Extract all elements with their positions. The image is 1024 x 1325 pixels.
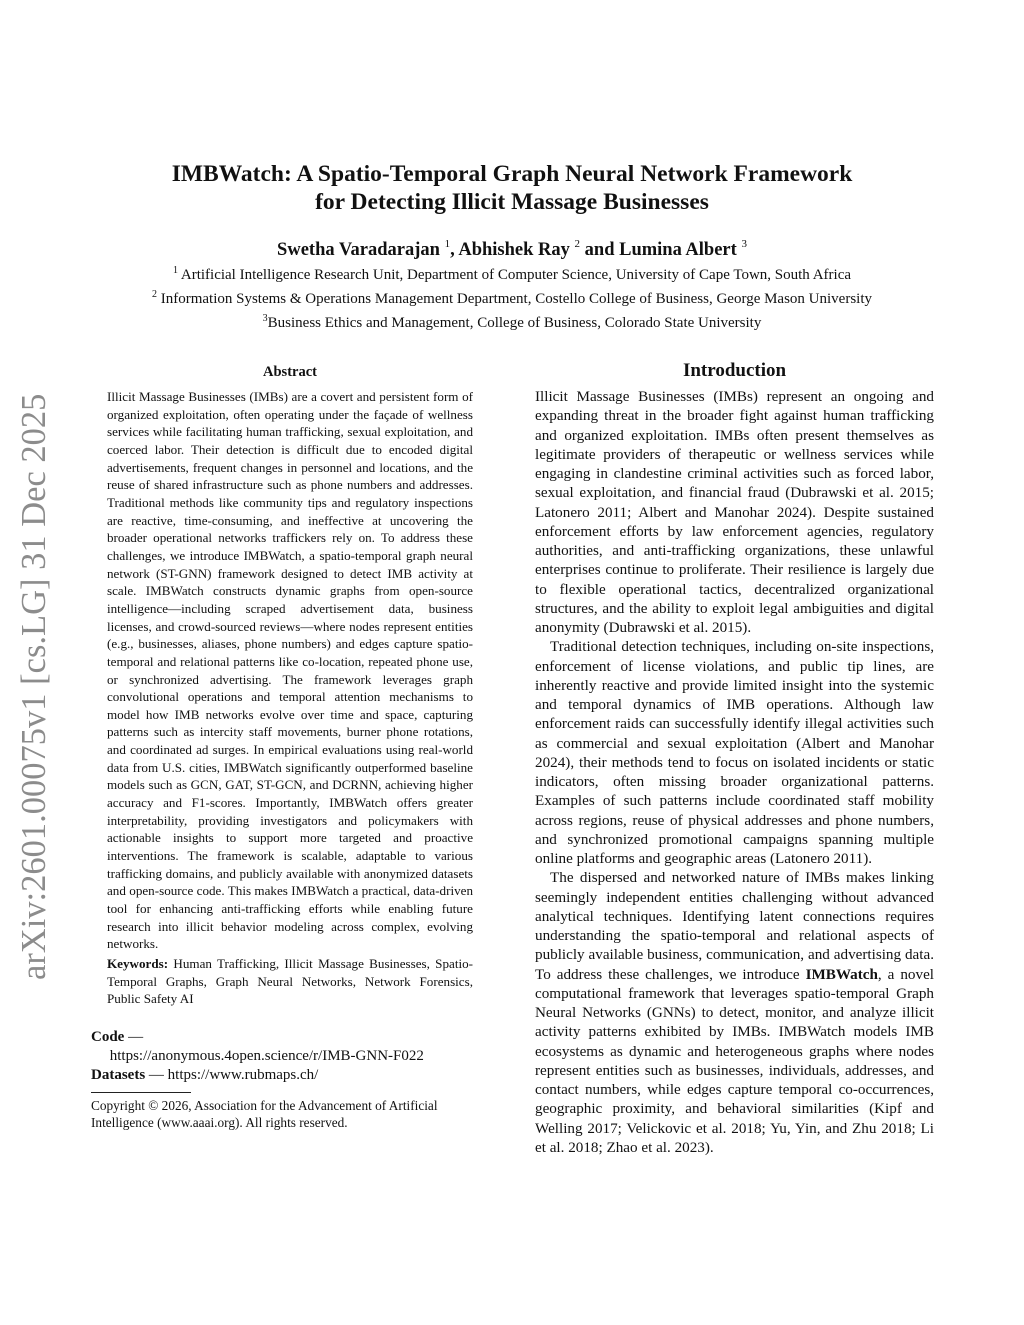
keywords-text: Human Trafficking, Illicit Massage Businesses, Spatio-Temporal Graphs, Graph Neural Networks, Network Forensics, Public Safety AI	[107, 956, 473, 1007]
datasets-line	[91, 1066, 489, 1085]
author-separator: and	[580, 240, 620, 260]
paragraph-3-text-before: The dispersed and networked nature of IMBs makes linking seemingly independent entities challenging without advanced analytical techniques. Identifying latent connections requires understanding the spatio-temporal and relational aspects of publicly available business, communication, and advertising data. To address these challenges, we introduce	[535, 869, 934, 983]
datasets-link[interactable]: https://www.rubmaps.ch/	[167, 1066, 319, 1083]
affiliation-text: Business Ethics and Management, College of Business, Colorado State University	[267, 315, 762, 331]
abstract-section	[91, 364, 473, 1008]
author-affiliation-mark: 2	[574, 238, 581, 250]
keywords	[107, 955, 473, 1008]
introduction-paragraph-1: Illicit Massage Businesses (IMBs) represent an ongoing and expanding threat in the broader fight against human trafficking and organized exploitation. IMBs often present themselves as legitimate providers of therapeutic or wellness services while engaging in clandestine criminal activities such as forced labor, sexual exploitation, and financial fraud (Dubrawski et al. 2015; Latonero 2011; Albert and Manohar 2024). Despite sustained enforcement efforts by law enforcement agencies, regulatory authorities, and anti-trafficking organizations, these unlawful enterprises continue to proliferate. Their resilience is largely due to flexible operational tactics, decentralized organizational structures, and the ability to exploit legal ambiguities and digital anonymity (Dubrawski et al. 2015).	[535, 388, 934, 636]
code-link-line	[91, 1047, 489, 1066]
author-name: Lumina Albert	[619, 240, 737, 260]
resource-links	[91, 1028, 489, 1085]
author-separator: ,	[450, 240, 459, 260]
right-column	[535, 358, 934, 1157]
author-affiliation-mark: 1	[444, 238, 451, 250]
title-line-1: IMBWatch: A Spatio-Temporal Graph Neural Network Framework	[171, 161, 853, 187]
affiliation-text: Artificial Intelligence Research Unit, Department of Computer Science, University of Cape Town, South Africa	[177, 267, 852, 283]
introduction-heading: Introduction	[682, 360, 787, 381]
abstract-body: Illicit Massage Businesses (IMBs) are a covert and persistent form of organized exploitation, often operating under the façade of wellness services while facilitating human trafficking, sexual exploitation, and coerced labor. Their detection is difficult due to encoded digital advertisements, frequent changes in personnel and locations, and the reuse of shared infrastructure such as phone numbers and addresses. Traditional methods like community tips and regulatory inspections are reactive, time-consuming, and ineffective at uncovering the broader operational networks traffickers rely on. To address these challenges, we introduce IMBWatch, a spatio-temporal graph neural network (ST-GNN) framework designed to detect IMB activity at scale. IMBWatch constructs dynamic graphs from open-source intelligence—including scraped advertisement data, business licenses, and crowd-sourced reviews—where nodes represent entities (e.g., businesses, aliases, phone numbers) and edges capture spatio-temporal and relational patterns like co-location, repeated phone use, or synchronized advertising. The framework leverages graph convolutional operations and temporal attention mechanisms to model how IMB networks evolve over time and space, capturing patterns such as intercity staff movements, burner phone rotations, and coordinated ad surges. In empirical evaluations using real-world data from U.S. cities, IMBWatch significantly outperformed baseline models such as GCN, GAT, ST-GCN, and DCRNN, achieving higher accuracy and F1-scores. Importantly, IMBWatch offers greater interpretability, providing investigators and policymakers with actionable insights to support more targeted and proactive interventions. The framework is scalable, adaptable to various trafficking domains, and publicly available with anonymized datasets and open-source code. This makes IMBWatch a practical, data-driven tool for enhancing anti-trafficking efforts while enabling future research into illicit behavior modeling across complex, evolving networks.	[107, 389, 473, 952]
code-line	[91, 1028, 489, 1047]
datasets-dash: —	[145, 1066, 168, 1083]
affiliation-mark: 3	[262, 313, 268, 324]
affiliation-line	[60, 285, 964, 309]
code-label: Code	[91, 1028, 125, 1045]
author-affiliation-mark: 3	[741, 238, 747, 250]
affiliation-line	[60, 309, 964, 333]
author-list	[100, 231, 924, 263]
abstract-heading: Abstract	[263, 364, 317, 380]
left-column	[91, 360, 489, 1131]
affiliation-line	[60, 261, 964, 285]
introduction-paragraph-3	[535, 868, 934, 1157]
title-line-2: for Detecting Illicit Massage Businesses	[315, 189, 709, 215]
datasets-label: Datasets	[91, 1066, 146, 1083]
code-link[interactable]: https://anonymous.4open.science/r/IMB-GNN-F022	[109, 1047, 424, 1064]
keywords-label: Keywords:	[107, 956, 169, 971]
author-name: Abhishek Ray	[458, 240, 570, 260]
framework-name-bold: IMBWatch	[805, 965, 878, 983]
footnote-divider	[91, 1092, 191, 1093]
affiliations	[60, 261, 964, 333]
affiliation-mark: 2	[151, 289, 157, 300]
paragraph-3-text-after: , a novel computational framework that leverages spatio-temporal Graph Neural Networks (GNNs) to detect, monitor, and analyze illicit activity patterns exhibited by IMBs. IMBWatch models IMB ecosystems as dynamic and heterogeneous graphs where nodes represent entities such as businesses, individuals, addresses, and contact numbers, while edges capture temporal co-occurrences, geographic proximity, and behavioral similarities (Kipf and Welling 2017; Velickovic et al. 2018; Yu, Yin, and Zhu 2018; Li et al. 2018; Zhao et al. 2023).	[535, 965, 934, 1156]
copyright-notice: Copyright © 2026, Association for the Advancement of Artificial Intelligence (www.aaai.org). All rights reserved.	[91, 1097, 438, 1130]
arxiv-identifier-stamp: arXiv:2601.00075v1 [cs.LG] 31 Dec 2025	[15, 393, 53, 980]
author-name: Swetha Varadarajan	[277, 240, 440, 260]
code-dash: —	[124, 1028, 144, 1045]
introduction-paragraph-2: Traditional detection techniques, including on-site inspections, enforcement of license violations, and public tip lines, are inherently reactive and provide limited insight into the systemic and temporal dynamics of IMB operations. Although law enforcement raids can successfully identify illegal activities such as commercial and sexual exploitation (Albert and Manohar 2024), their methods tend to focus on isolated incidents or static indicators, often missing broader organizational patterns. Examples of such patterns include coordinated staff mobility across regions, reuse of physical addresses and phone numbers, and synchronized promotional campaigns spanning multiple online platforms and geographic areas (Latonero 2011).	[535, 638, 934, 867]
affiliation-text: Information Systems & Operations Management Department, Costello College of Business, George Mason University	[156, 291, 873, 307]
paper-title	[100, 160, 924, 216]
affiliation-mark: 1	[172, 265, 178, 276]
